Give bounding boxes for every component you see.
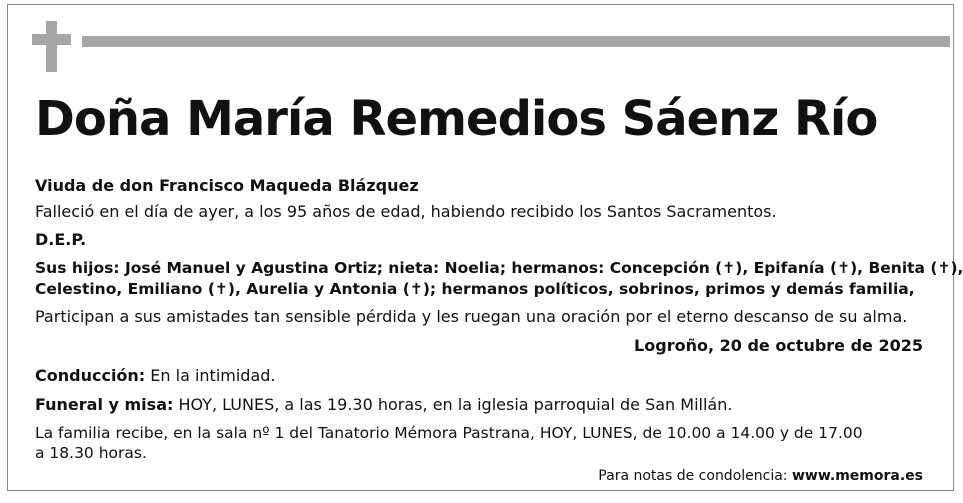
- funeral-line: [35, 394, 732, 415]
- conduction-label: Conducción:: [35, 366, 146, 385]
- condolence-label: Para notas de condolencia:: [598, 468, 788, 484]
- conduction-line: [35, 365, 276, 386]
- cross-vertical-bar: [46, 21, 57, 72]
- deceased-name: Doña María Remedios Sáenz Río: [35, 91, 878, 147]
- place-date: Logroño, 20 de octubre de 2025: [634, 336, 923, 355]
- funeral-label: Funeral y misa:: [35, 395, 174, 414]
- website-link[interactable]: www.memora.es: [791, 468, 923, 484]
- reception-line-1: La familia recibe, en la sala nº 1 del Tanatorio Mémora Pastrana, HOY, LUNES, de 10.00 a 14.00 y de 17.00: [35, 424, 863, 442]
- reception-line-2: a 18.30 horas.: [35, 444, 147, 462]
- death-notice: Falleció en el día de ayer, a los 95 años de edad, habiendo recibido los Santos Sacramentos.: [35, 202, 777, 221]
- family-line-1: Sus hijos: José Manuel y Agustina Ortiz; nieta: Noelia; hermanos: Concepción (✝), Epifanía (✝), Benita (✝),: [35, 259, 963, 277]
- header-rule: [82, 36, 950, 47]
- cross-horizontal-bar: [32, 34, 71, 45]
- prayer-request: Participan a sus amistades tan sensible pérdida y les ruegan una oración por el eterno descanso de su alma.: [35, 307, 908, 326]
- conduction-value: En la intimidad.: [150, 366, 276, 385]
- widow-of-line: Viuda de don Francisco Maqueda Blázquez: [35, 176, 419, 195]
- obituary-card: [7, 4, 963, 491]
- condolence-footer: [598, 466, 923, 486]
- family-line-2: Celestino, Emiliano (✝), Aurelia y Antonia (✝); hermanos políticos, sobrinos, primos y demás familia,: [35, 280, 915, 298]
- rip-text: D.E.P.: [35, 230, 87, 249]
- funeral-value: HOY, LUNES, a las 19.30 horas, en la iglesia parroquial de San Millán.: [178, 395, 733, 414]
